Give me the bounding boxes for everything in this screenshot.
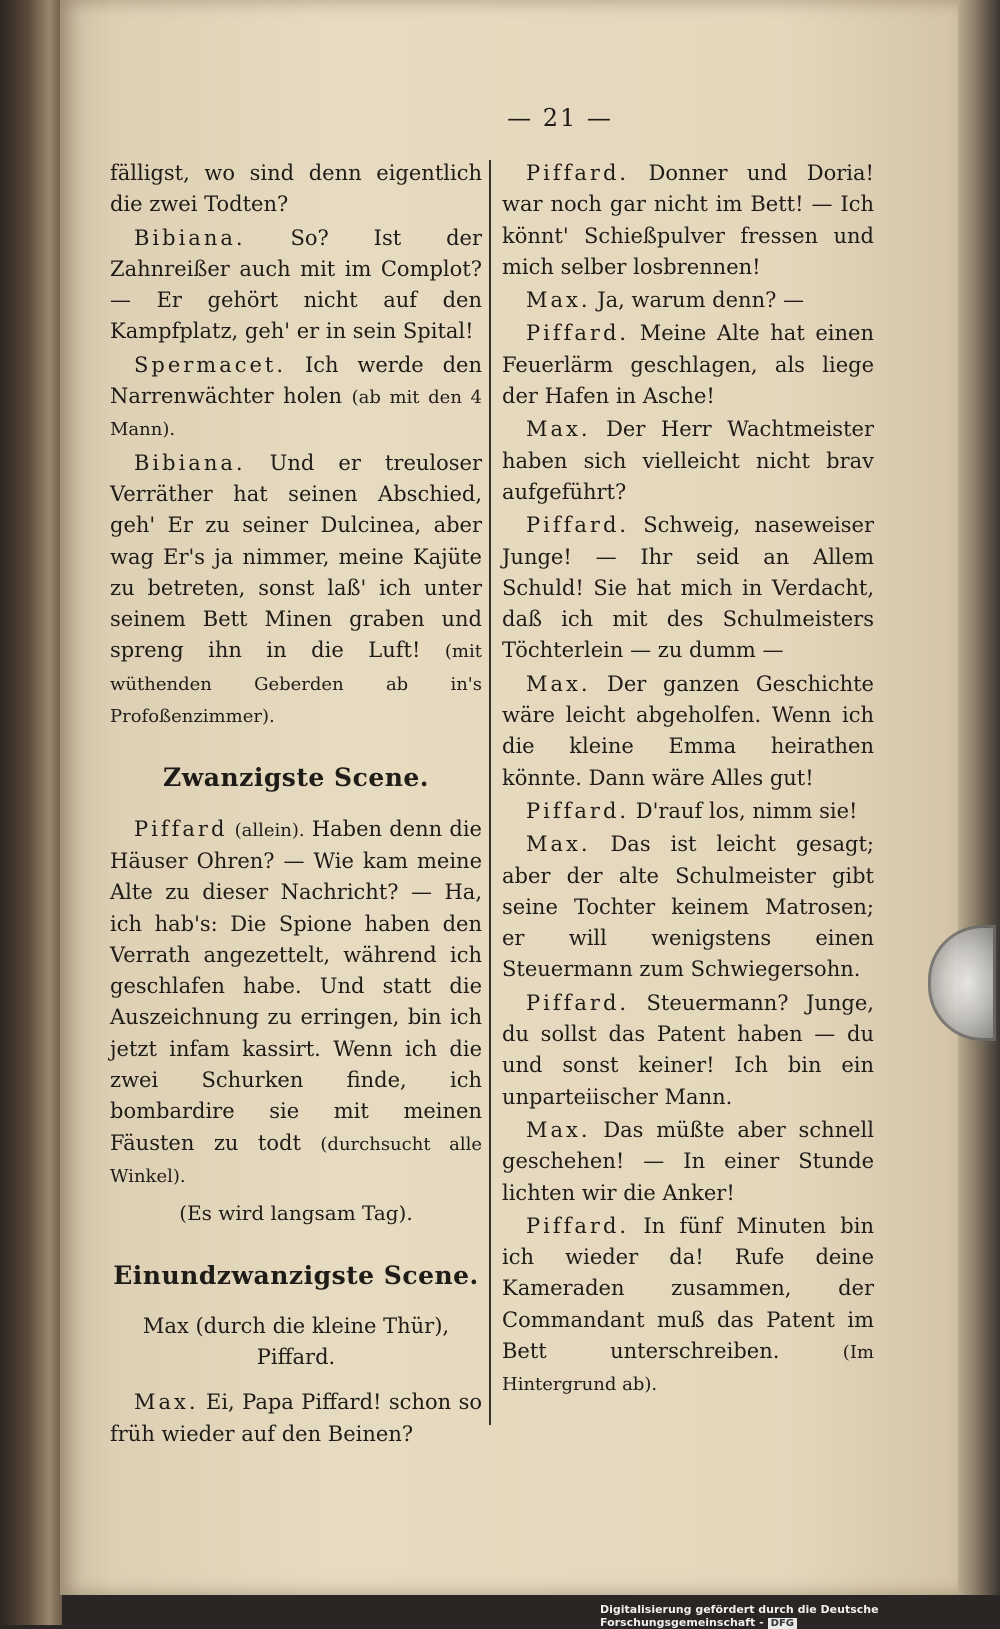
speaker-name: Spermacet. [134, 352, 287, 377]
digitization-footer [600, 1603, 1000, 1629]
speaker-name: Bibiana. [134, 450, 246, 475]
speaker-name: Max. [526, 1117, 591, 1142]
stage-direction: (durchsucht alle Winkel). [110, 1133, 482, 1187]
page-number: — 21 — [507, 104, 613, 132]
speaker-name: Max. [134, 1390, 199, 1415]
dfg-logo: DFG [768, 1618, 797, 1629]
speech-text: Der Herr Wachtmeister haben sich vielleicht nicht brav aufgeführt? [502, 417, 874, 504]
speaker-name: Piffard. [526, 798, 630, 823]
text-paragraph: fälligst, wo sind denn eigentlich die zwei Todten? [110, 161, 482, 217]
speech-paragraph [502, 285, 874, 316]
speaker-name: Bibiana. [134, 225, 246, 250]
speech-text: So? Ist der Zahnreißer auch mit im Complot? — Er gehört nicht auf den Kampfplatz, geh' er in sein Spital! [110, 225, 482, 344]
speaker-name: Piffard [134, 816, 228, 841]
right-column [502, 158, 874, 1403]
speaker-name: Max. [526, 288, 591, 313]
speaker-name: Piffard. [526, 513, 630, 538]
speech-text: Das ist leicht gesagt; aber der alte Schulmeister gibt seine Tochter keinem Matrosen; er will wenigstens einen Steuermann zum Schwiegersohn. [502, 832, 874, 982]
speech-paragraph [110, 223, 482, 348]
speaker-name: Max. [526, 417, 591, 442]
speech-paragraph [502, 1211, 874, 1401]
speech-text: D'rauf los, nimm sie! [635, 798, 858, 823]
speech-text: Ei, Papa Piffard! schon so früh wieder auf den Beinen? [110, 1390, 482, 1446]
speech-paragraph [502, 158, 874, 283]
speech-text: Steuermann? Junge, du sollst das Patent haben — du und sonst keiner! Ich bin ein unparteiischer Mann. [502, 990, 874, 1109]
speech-paragraph [110, 1387, 482, 1450]
stage-direction: (ab mit den 4 Mann). [110, 387, 482, 441]
stage-direction: (mit wüthenden Geberden ab in's Profoßenzimmer). [110, 641, 482, 728]
speech-paragraph [502, 1115, 874, 1209]
book-spine-shadow [0, 0, 62, 1625]
speaker-name: Max. [526, 671, 591, 696]
speech-paragraph [502, 988, 874, 1113]
cast-list: Max (durch die kleine Thür), Piffard. [142, 1313, 450, 1370]
stage-direction: (allein). [234, 819, 305, 841]
speech-paragraph [502, 669, 874, 794]
column-divider [489, 160, 491, 1425]
speech-paragraph [110, 448, 482, 733]
speech-paragraph [502, 829, 874, 985]
speech-text: Meine Alte hat einen Feuerlärm geschlagen, als liege der Hafen in Asche! [502, 321, 874, 409]
speech-paragraph [502, 414, 874, 508]
speaker-name: Piffard. [526, 321, 630, 346]
speech-paragraph [502, 796, 874, 827]
speech-text: Der ganzen Geschichte wäre leicht abgeholfen. Wenn ich die kleine Emma heirathen könnte. Dann wäre Alles gut! [502, 671, 874, 790]
speech-paragraph [110, 350, 482, 446]
speech-text: Ich werde den Narrenwächter holen [110, 352, 482, 409]
scene-heading: Zwanzigste Scene. [162, 763, 430, 793]
scene-heading: Einundzwanzigste Scene. [113, 1260, 479, 1290]
speech-text: Und er treuloser Verräther hat seinen Abschied, geh' Er zu seiner Dulcinea, aber wag Er's ja nimmer, meine Kajüte zu betreten, sonst laß' ich unter seinem Bett Minen graben und spreng ihn in die Luft! [110, 450, 482, 663]
speech-paragraph [502, 510, 874, 666]
speech-text: Schweig, naseweiser Junge! — Ihr seid an Allem Schuld! Sie hat mich in Verdacht, daß ich mit des Schulmeisters Töchterlein — zu dumm — [502, 513, 874, 663]
speech-text: Ja, warum denn? — [597, 288, 805, 313]
speech-text: Donner und Doria! war noch gar nicht im Bett! — Ich könnt' Schießpulver fressen und mich selber losbrennen! [502, 161, 874, 279]
footer-text: Digitalisierung gefördert durch die Deutsche Forschungsgemeinschaft - [600, 1603, 879, 1629]
speech-text: Das müßte aber schnell geschehen! — In einer Stunde lichten wir die Anker! [502, 1117, 874, 1205]
speaker-name: Piffard. [526, 161, 630, 185]
speaker-name: Piffard. [526, 1213, 630, 1238]
book-page [60, 0, 960, 1595]
speech-paragraph [502, 318, 874, 412]
speaker-name: Piffard. [526, 990, 630, 1015]
stage-direction-centered: (Es wird langsam Tag). [179, 1201, 413, 1226]
speech-text: In fünf Minuten bin ich wieder da! Rufe deine Kameraden zusammen, der Commandant muß das Patent im Bett unterschreiben. [502, 1213, 874, 1363]
page-fore-edge [958, 0, 1000, 1595]
stage-direction: (Im Hintergrund ab). [502, 1341, 874, 1396]
speech-paragraph [110, 814, 482, 1193]
left-column [110, 158, 482, 1452]
speaker-name: Max. [526, 832, 591, 857]
speech-text: Haben denn die Häuser Ohren? — Wie kam meine Alte zu dieser Nachricht? — Ha, ich hab's: Die Spione haben den Verrath angezettelt, während ich geschlafen habe. Und statt die Auszeichnung zu erringen, bin ich jetzt infam kassirt. Wenn ich die zwei Schurken finde, ich bombardire sie mit meinen Fäusten zu todt [110, 816, 482, 1155]
